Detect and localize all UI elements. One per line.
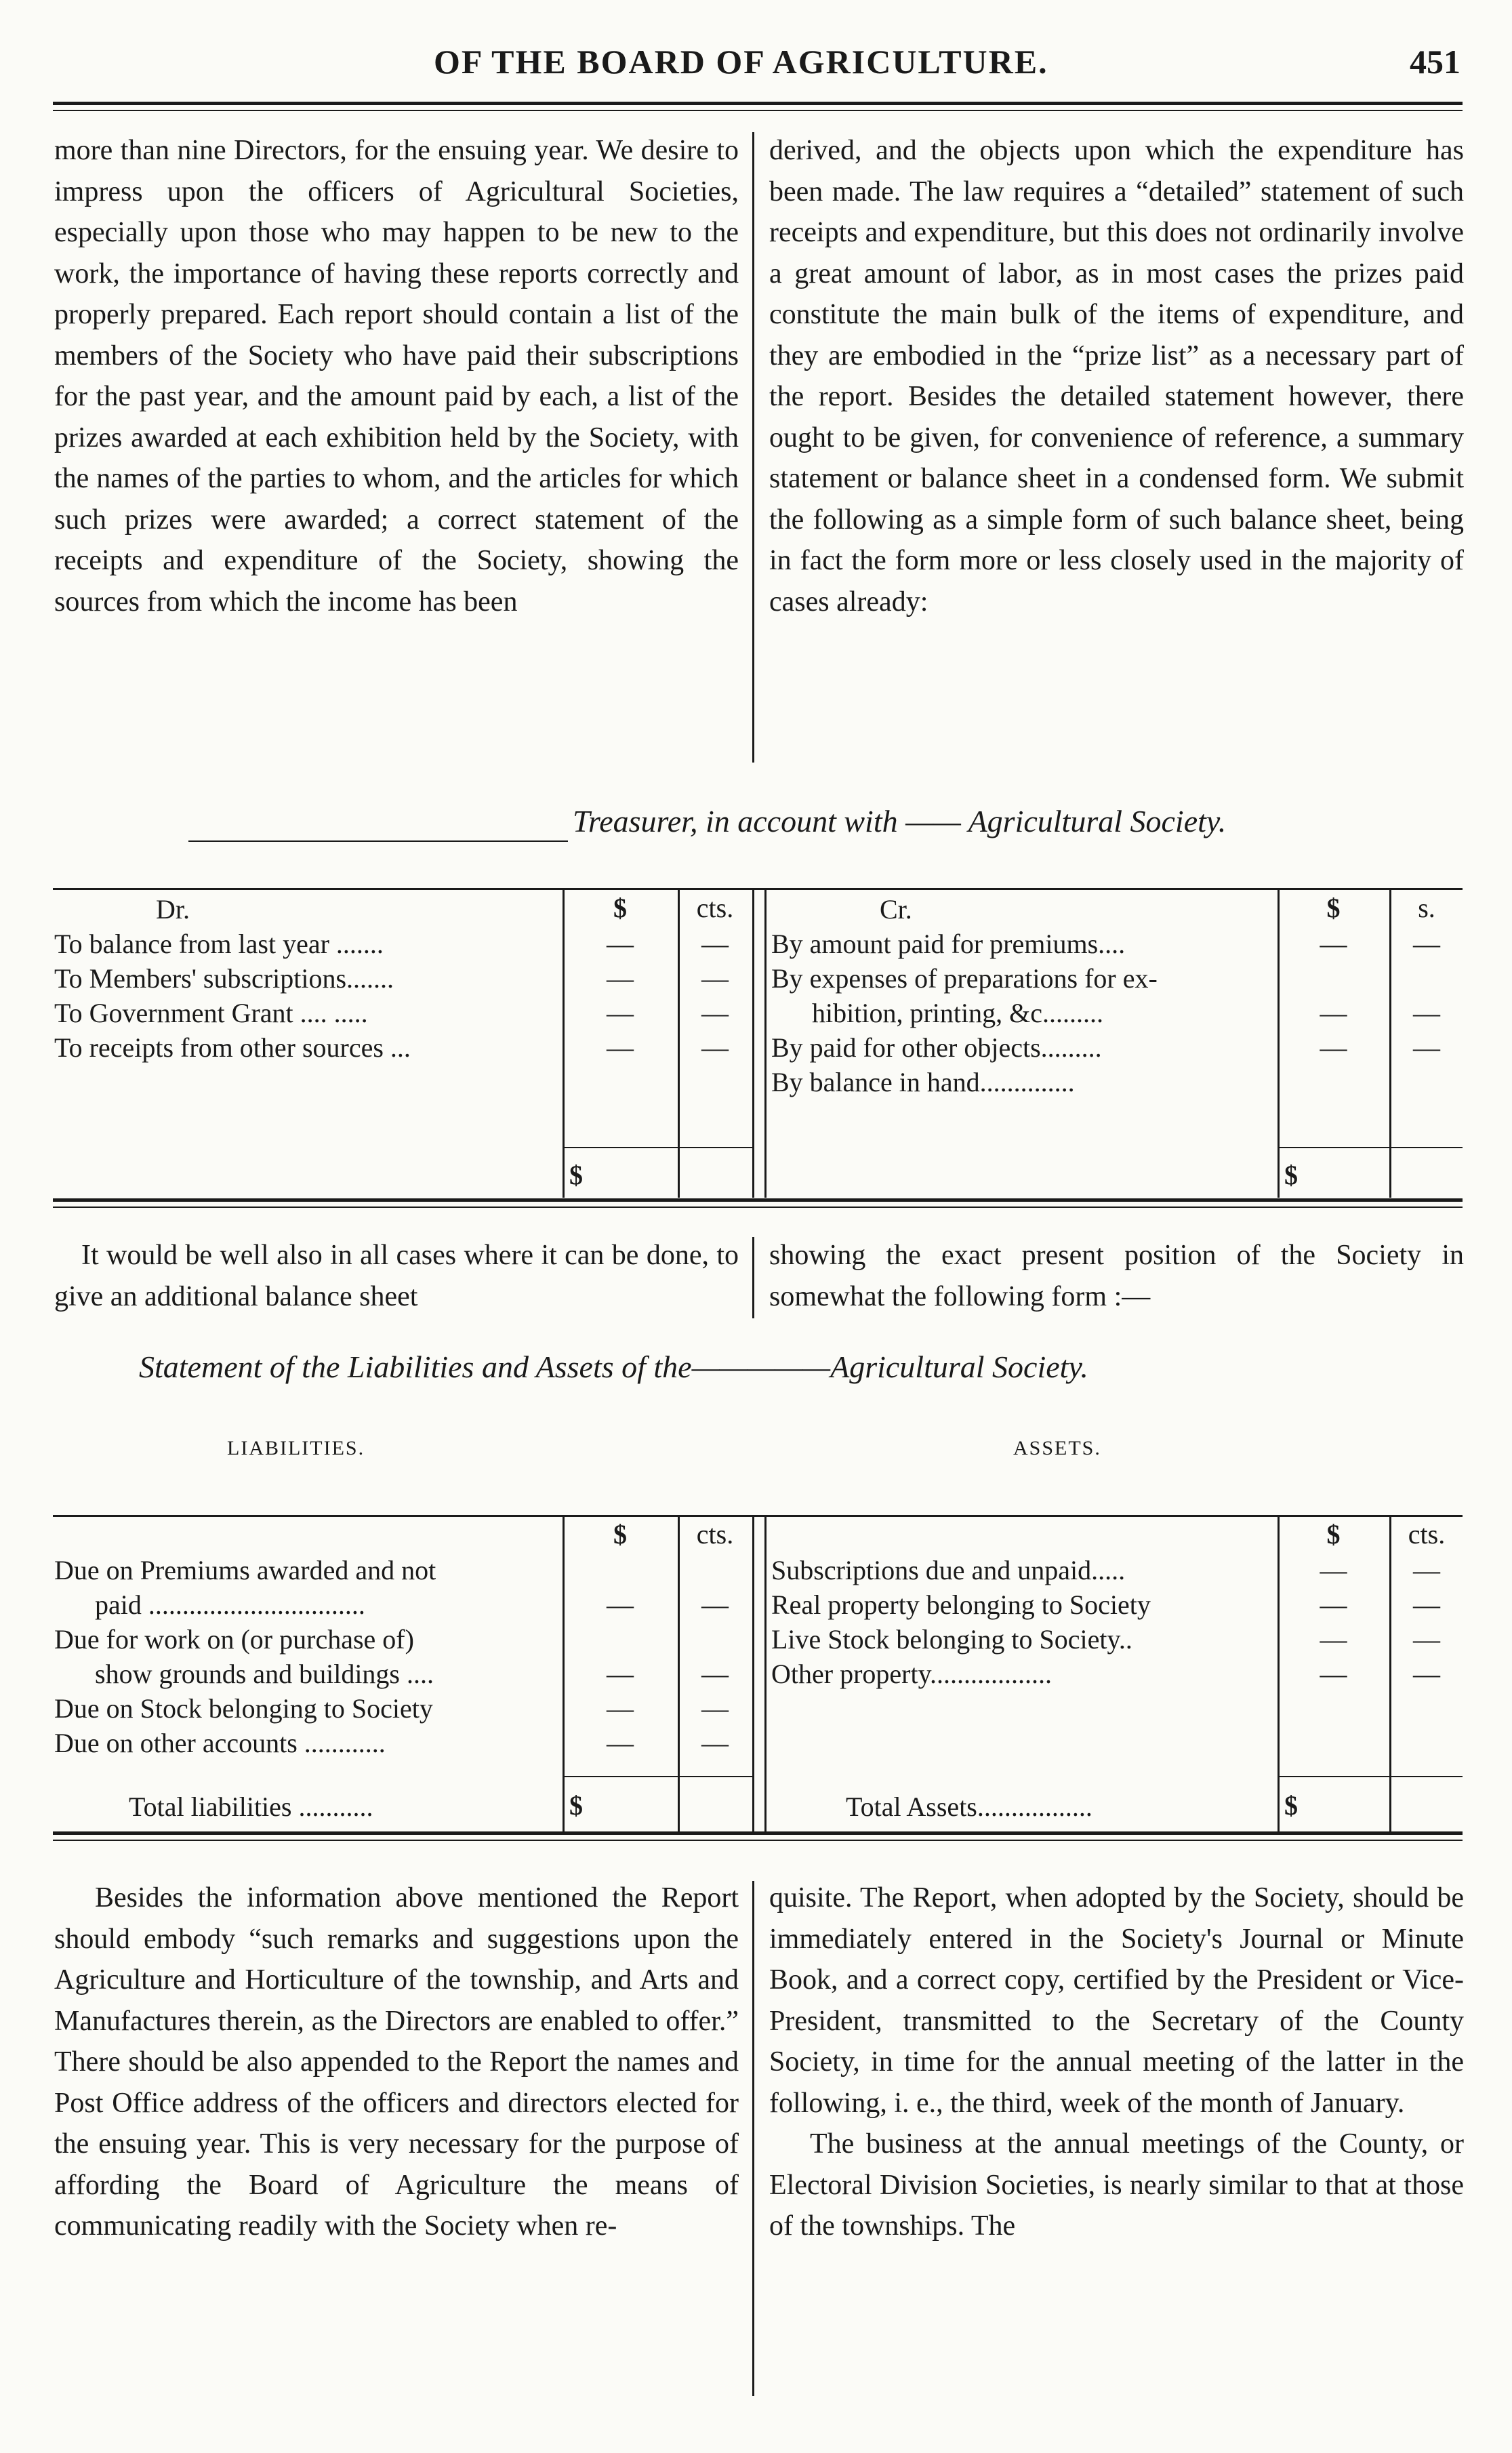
table-top-rule xyxy=(53,888,1463,890)
cr-row: By paid for other objects......... xyxy=(771,1032,1102,1063)
subtotal-rule xyxy=(563,1776,752,1777)
liability-row: Due for work on (or purchase of) xyxy=(54,1624,414,1655)
paragraph: The business at the annual meetings of the County, or Electoral Division Societies, is nearly similar to that at those of the townships. The xyxy=(769,2128,1464,2242)
liab-dollar-header: $ xyxy=(613,1519,627,1549)
table-bottom-rule xyxy=(53,1831,1463,1835)
table-col-line xyxy=(1278,889,1280,1198)
cr-cents-header: s. xyxy=(1418,893,1435,923)
dr-dollar-header: $ xyxy=(613,893,627,923)
asset-cents-header: cts. xyxy=(1408,1519,1446,1549)
column-divider xyxy=(752,1881,754,2396)
asset-dollar-header: $ xyxy=(1326,1519,1341,1549)
asset-row: Real property belonging to Society xyxy=(771,1589,1151,1620)
table-bottom-rule xyxy=(53,1198,1463,1202)
cr-row: By expenses of preparations for ex- xyxy=(771,963,1158,994)
asset-cents-dashes xyxy=(1393,1553,1460,1691)
liability-row: paid ................................ xyxy=(95,1589,365,1620)
total-liabilities: Total liabilities ........... xyxy=(129,1791,373,1822)
dash: — xyxy=(607,998,634,1028)
dr-cents-dashes xyxy=(681,927,749,1065)
cr-header: Cr. xyxy=(880,894,912,925)
cr-total-dollar: $ xyxy=(1284,1160,1298,1190)
dash: — xyxy=(607,1032,634,1063)
subtotal-rule xyxy=(563,1147,752,1148)
mid-left-column xyxy=(54,1235,739,1317)
total-assets: Total Assets................. xyxy=(846,1791,1092,1822)
dash: — xyxy=(607,963,634,994)
dash: — xyxy=(1320,1659,1347,1689)
dash: — xyxy=(701,1032,729,1063)
dr-total-dollar: $ xyxy=(569,1160,583,1190)
bottom-right-column xyxy=(769,1878,1464,2247)
dr-header: Dr. xyxy=(156,894,190,925)
table-col-line xyxy=(764,889,767,1198)
subtotal-rule xyxy=(1278,1776,1463,1777)
dr-row: To Government Grant .... ..... xyxy=(54,998,368,1028)
dash: — xyxy=(701,963,729,994)
liability-row: Due on Stock belonging to Society xyxy=(54,1693,433,1724)
column-divider xyxy=(752,132,754,763)
liab-cents-header: cts. xyxy=(696,1519,734,1549)
table-col-line xyxy=(563,1516,565,1831)
dr-row: To receipts from other sources ... xyxy=(54,1032,411,1063)
liability-row: Due on other accounts ............ xyxy=(54,1728,386,1758)
subtotal-rule xyxy=(1278,1147,1463,1148)
cr-row: By amount paid for premiums.... xyxy=(771,929,1126,959)
treasurer-caption: Treasurer, in account with —— Agricultural Society. xyxy=(573,804,1227,838)
total-assets-label xyxy=(771,1789,1092,1824)
dash: — xyxy=(1320,998,1347,1028)
cr-row: By balance in hand.............. xyxy=(771,1067,1075,1097)
liabilities-label: LIABILITIES. xyxy=(227,1437,365,1459)
dash: — xyxy=(701,1659,729,1689)
paragraph: Besides the information above mentioned the Report should embody “such remarks and suggestions upon the Agriculture and Horticulture of the township, and Arts and Manufactures therein, as the Directors are enabled to offer.” There should be also appended to the Report the names and Post Office address of the officers and directors elected for the ensuing year. This is very necessary for the purpose of affording the Board of Agriculture the means of communicating readily with the Society when re- xyxy=(54,1882,739,2242)
paragraph: quisite. The Report, when adopted by the Society, should be immediately entered in the Society's Journal or Minute Book, and a correct copy, certified by the President or Vice-President, transmitted to the Secretary of the County Society, in time for the annual meeting of the latter in the following, i. e., the third, week of the month of January. xyxy=(769,1882,1464,2119)
table-col-line xyxy=(1389,889,1391,1198)
table-col-line xyxy=(752,1516,754,1831)
dash: — xyxy=(1413,1032,1440,1063)
paragraph: It would be well also in all cases where it can be done, to give an additional balance sheet xyxy=(54,1240,739,1312)
table-bottom-rule-thin xyxy=(53,1207,1463,1208)
paragraph: showing the exact present position of the Society in somewhat the following form :— xyxy=(769,1240,1464,1312)
cr-column xyxy=(771,892,1158,1099)
table-col-line xyxy=(678,889,680,1198)
total-liabilities-label xyxy=(54,1789,373,1824)
dash: — xyxy=(1320,1555,1347,1585)
cr-cents-dashes xyxy=(1393,927,1460,1065)
asset-row: Other property.................. xyxy=(771,1659,1052,1689)
liability-row: show grounds and buildings .... xyxy=(95,1659,434,1689)
page-number: 451 xyxy=(1410,43,1460,81)
table-col-line xyxy=(764,1516,767,1831)
assets-column xyxy=(771,1553,1151,1691)
dr-column xyxy=(54,892,411,1065)
dash: — xyxy=(701,1589,729,1620)
mid-right-column xyxy=(769,1235,1464,1317)
asset-row: Live Stock belonging to Society.. xyxy=(771,1624,1132,1655)
dr-dollar-dashes xyxy=(566,927,674,1065)
dash: — xyxy=(1413,1659,1440,1689)
dash: — xyxy=(1320,1624,1347,1655)
header-rule-thin xyxy=(53,110,1463,111)
table-col-line xyxy=(752,889,754,1198)
asset-dollar-dashes xyxy=(1281,1553,1386,1691)
dash: — xyxy=(1413,998,1440,1028)
liab-cents-dashes xyxy=(681,1587,749,1760)
table-col-line xyxy=(563,889,565,1198)
dash: — xyxy=(607,1693,634,1724)
dr-cents-header: cts. xyxy=(696,893,734,923)
dash: — xyxy=(701,998,729,1028)
table-bottom-rule-thin xyxy=(53,1840,1463,1841)
liability-row: Due on Premiums awarded and not xyxy=(54,1555,436,1585)
dash: — xyxy=(1413,1555,1440,1585)
dash: — xyxy=(607,929,634,959)
dash: — xyxy=(1320,1589,1347,1620)
header-rule xyxy=(53,102,1463,105)
column-divider xyxy=(752,1237,754,1318)
asset-total-dollar: $ xyxy=(1284,1790,1298,1821)
caption-blank-line xyxy=(188,840,568,842)
dash: — xyxy=(607,1659,634,1689)
running-header: OF THE BOARD OF AGRICULTURE. xyxy=(434,43,1048,81)
dash: — xyxy=(701,1693,729,1724)
cr-dollar-header: $ xyxy=(1326,893,1341,923)
dash: — xyxy=(607,1589,634,1620)
paragraph: more than nine Directors, for the ensuing year. We desire to impress upon the officers of Agricultural Societies, especially upon those who may happen to be new to the work, the importance of having these reports correctly and properly prepared. Each report should contain a list of the members of the Society who have paid their subscriptions for the past year, and the amount paid by each, a list of the prizes awarded at each exhibition held by the Society, with the names of the parties to whom, and the articles for which such prizes were awarded; a correct statement of the receipts and expenditure of the Society, showing the sources from which the income has been xyxy=(54,135,739,617)
dash: — xyxy=(1320,929,1347,959)
liab-dollar-dashes xyxy=(566,1587,674,1760)
dr-row: To Members' subscriptions....... xyxy=(54,963,394,994)
top-right-column xyxy=(769,130,1464,622)
cr-dollar-dashes xyxy=(1281,927,1386,1065)
liab-total-dollar: $ xyxy=(569,1790,583,1821)
table-col-line xyxy=(1389,1516,1391,1831)
liabilities-column xyxy=(54,1553,436,1760)
dash: — xyxy=(1413,1589,1440,1620)
assets-label: ASSETS. xyxy=(1013,1437,1101,1459)
cr-row: hibition, printing, &c......... xyxy=(812,998,1103,1028)
asset-row: Subscriptions due and unpaid..... xyxy=(771,1555,1126,1585)
statement-caption: Statement of the Liabilities and Assets of the—————Agricultural Society. xyxy=(139,1350,1088,1384)
paragraph: derived, and the objects upon which the expenditure has been made. The law requires a “detailed” statement of such receipts and expenditure, but this does not ordinarily involve a great amount of labor, as in most cases the prizes paid constitute the main bulk of the items of expenditure, and they are embodied in the “prize list” as a necessary part of the report. Besides the detailed statement however, there ought to be given, for convenience of reference, a summary statement or balance sheet in a condensed form. We submit the following as a simple form of such balance sheet, being in fact the form more or less closely used in the majority of cases already: xyxy=(769,135,1464,617)
table-col-line xyxy=(1278,1516,1280,1831)
table-col-line xyxy=(678,1516,680,1831)
dash: — xyxy=(701,1728,729,1758)
bottom-left-column xyxy=(54,1878,739,2247)
dash: — xyxy=(701,929,729,959)
dr-row: To balance from last year ....... xyxy=(54,929,384,959)
dash: — xyxy=(1413,1624,1440,1655)
dash: — xyxy=(1413,929,1440,959)
dash: — xyxy=(607,1728,634,1758)
dash: — xyxy=(1320,1032,1347,1063)
table-top-rule xyxy=(53,1515,1463,1517)
top-left-column xyxy=(54,130,739,622)
